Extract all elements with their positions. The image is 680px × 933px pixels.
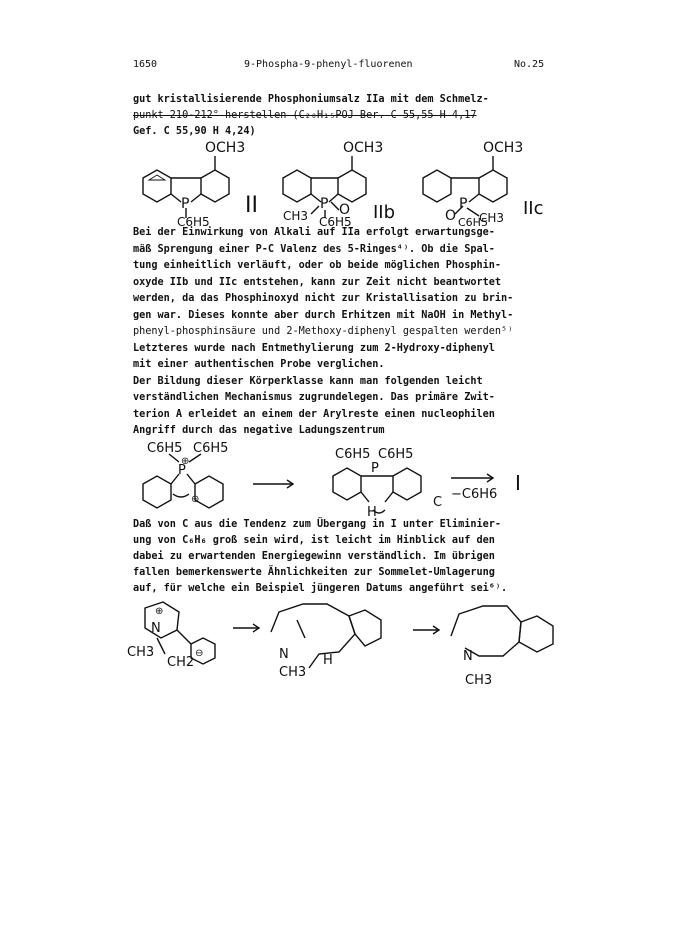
fig3-ch3-3: CH3 (465, 673, 493, 688)
fig3-n-3: N (463, 649, 473, 664)
fig1-ch3-b: CH3 (283, 209, 309, 223)
fig3-n-1: N (151, 621, 161, 636)
intro-line-3: Gef. C 55,90 H 4,24) (133, 126, 256, 137)
page-number: 1650 (133, 59, 158, 70)
fig3-h: H (323, 653, 333, 668)
mechanism-scheme (133, 440, 563, 522)
para1-line-13: Angriff durch das negative Ladungszentrum (133, 425, 385, 436)
fig1-c6h5-a: C6H5 (177, 215, 210, 226)
fig2-p-2: P (371, 461, 379, 476)
fig2-c6h5-4: C6H5 (378, 447, 414, 462)
running-title: 9-Phospha-9-phenyl-fluorenen (244, 59, 413, 70)
para2-line-3: dabei zu erwartenden Energiegewinn verständlich. Im übrigen (133, 551, 495, 562)
fig1-c6h5-c: C6H5 (458, 216, 488, 226)
para1-line-2: mäß Sprengung einer P-C Valenz des 5-Ringes⁴⁾. Ob die Spal- (133, 244, 495, 255)
fig1-och3-c: OCH3 (483, 140, 524, 156)
fig2-minus-c6h6: −C6H6 (451, 487, 498, 502)
fig1-p-b: P (320, 196, 329, 212)
fig3-minus: ⊖ (195, 648, 204, 659)
fig3-ch3-1: CH3 (127, 645, 155, 660)
para1-line-11: verständlichen Mechanismus zugrundelegen. Das primäre Zwit- (133, 392, 495, 403)
para1-line-3: tung einheitlich verläuft, oder ob beide möglichen Phosphin- (133, 260, 502, 271)
fig2-h: H (367, 505, 377, 518)
fig1-p-a: P (181, 196, 190, 212)
fig3-ch2: CH2 (167, 655, 195, 670)
fig1-ch3-c: CH3 (479, 211, 505, 225)
fig2-minus: ⊖ (191, 494, 200, 505)
fig1-o-c: O (445, 208, 457, 224)
para1-line-6: gen war. Dieses konnte aber durch Erhitzen mit NaOH in Methyl- (133, 310, 514, 321)
para1-line-7: phenyl-phosphinsäure und 2-Methoxy-diphenyl gespalten werden⁵⁾ (133, 326, 514, 337)
para2-line-5: auf, für welche ein Beispiel jüngeren Datums angeführt sei⁶⁾. (133, 583, 508, 594)
fig3-plus: ⊕ (155, 606, 164, 617)
label-ii: II (245, 193, 258, 218)
fig3-n-2: N (279, 647, 289, 662)
para1-line-5: werden, da das Phosphinoxyd nicht zur Kristallisation zu brin- (133, 293, 514, 304)
fig2-c6h5-3: C6H5 (335, 447, 371, 462)
intro-line-2: punkt 210-212° herstellen (C₂₀H₁₅POJ Ber. C 55,55 H 4,17 (133, 110, 477, 121)
fig1-och3-b: OCH3 (343, 140, 384, 156)
fig2-c: C (433, 495, 443, 510)
para1-line-9: mit einer authentischen Probe verglichen. (133, 359, 385, 370)
fig1-c6h5-b: C6H5 (319, 215, 352, 226)
para2-line-4: fallen bemerkenswerte Ähnlichkeiten zur Sommelet-Umlagerung (133, 567, 495, 578)
label-iic: IIc (523, 198, 544, 219)
para1-line-10: Der Bildung dieser Körperklasse kann man folgenden leicht (133, 376, 483, 387)
para1-line-12: terion A erleidet an einem der Arylreste einen nucleophilen (133, 409, 495, 420)
para1-line-4: oxyde IIb und IIc entstehen, kann zur Zeit nicht beantwortet (133, 277, 502, 288)
fig2-p-1: P (178, 463, 186, 478)
fig1-p-c: P (459, 196, 468, 212)
fig1-och3-a: OCH3 (205, 140, 246, 156)
para2-line-2: ung von C₆H₆ groß sein wird, ist leicht im Hinblick auf den (133, 535, 495, 546)
fig2-c6h5-2: C6H5 (193, 441, 229, 456)
sommelet-scheme (113, 598, 563, 697)
para1-line-8: Letzteres wurde nach Entmethylierung zum 2-Hydroxy-diphenyl (133, 343, 495, 354)
fig2-plus: ⊕ (181, 456, 190, 467)
para2-line-1: Daß von C aus die Tendenz zum Übergang in I unter Eliminier- (133, 519, 502, 530)
label-iib: IIb (373, 202, 396, 223)
intro-line-1: gut kristallisierende Phosphoniumsalz IIa mit dem Schmelz- (133, 94, 489, 105)
para1-line-1: Bei der Einwirkung von Alkali auf IIa erfolgt erwartungsge- (133, 227, 495, 238)
issue-number: No.25 (514, 59, 545, 70)
fig3-ch3-2: CH3 (279, 665, 307, 680)
fig2-c6h5-1: C6H5 (147, 441, 183, 456)
fig2-label-i: I (515, 471, 521, 495)
fig1-o-b: O (339, 202, 351, 218)
structures-ii-iib-iic (133, 138, 563, 230)
